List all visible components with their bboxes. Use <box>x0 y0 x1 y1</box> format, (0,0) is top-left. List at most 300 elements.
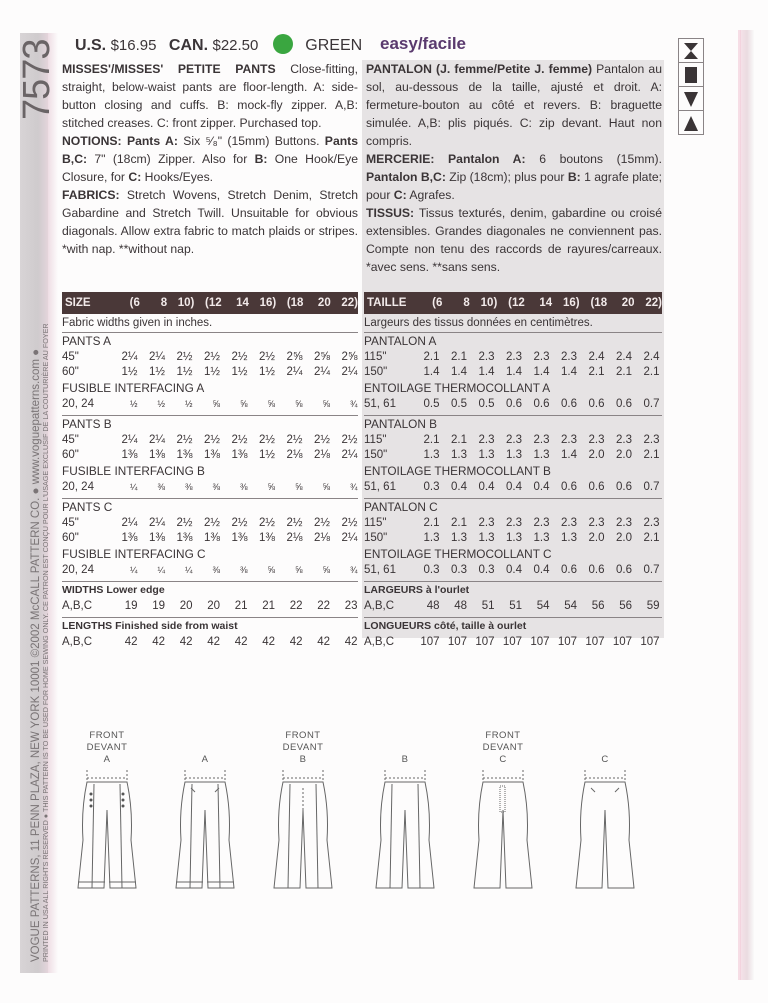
row-value: 2.1 <box>451 517 467 529</box>
row-label: 51, 61 <box>364 564 396 576</box>
row-value: 1⅜ <box>204 532 220 544</box>
row-value: 42 <box>207 636 220 648</box>
section-title: PANTS B <box>62 417 112 431</box>
table-row <box>364 448 662 463</box>
table-row <box>364 563 662 578</box>
row-value: 20 <box>207 600 220 612</box>
row-value: ¾ <box>349 565 358 575</box>
row-value: 21 <box>234 600 248 612</box>
row-value: 0.6 <box>561 481 577 493</box>
size-header-cell: 16) <box>563 297 580 309</box>
row-value: 0.3 <box>423 481 440 493</box>
row-value: 1.3 <box>533 532 550 544</box>
section-title: FUSIBLE INTERFACING C <box>62 547 206 561</box>
size-header-cell: 22) <box>341 297 358 309</box>
row-value: 1.3 <box>451 532 467 544</box>
row-value: 2½ <box>204 351 220 363</box>
size-header-row <box>62 292 358 314</box>
row-value: 0.3 <box>478 564 495 576</box>
lengths-title: LENGTHS Finished side from waist <box>62 620 238 632</box>
size-header-cell: 8 <box>160 297 168 309</box>
row-value: ⅝ <box>239 399 248 409</box>
row-value: 2⅛ <box>286 449 303 461</box>
row-value: ⅝ <box>294 482 303 492</box>
row-value: 2.3 <box>643 517 660 529</box>
row-value: 0.6 <box>588 481 605 493</box>
row-value: 2½ <box>314 434 330 446</box>
row-value: 2.3 <box>561 351 577 363</box>
row-label: A,B,C <box>62 600 93 612</box>
row-value: 51 <box>509 600 522 612</box>
row-value: 2.3 <box>588 434 605 446</box>
pants-illustration <box>370 770 440 894</box>
row-value: 2.0 <box>588 532 605 544</box>
row-value: 0.6 <box>616 481 632 493</box>
can-price: $22.50 <box>212 37 259 54</box>
section-title: FUSIBLE INTERFACING A <box>62 381 205 395</box>
figure-view-letter: A <box>201 754 209 765</box>
row-value: 2.1 <box>451 434 467 446</box>
row-value: 48 <box>426 600 440 612</box>
row-value: 1½ <box>259 449 275 461</box>
publisher-line: VOGUE PATTERNS, 11 PENN PLAZA, NEW YORK 10001 ©2002 McCALL PATTERN CO. ● www.voguepatterns.com ● <box>30 348 42 962</box>
size-header-cell: 10) <box>177 297 195 309</box>
row-value: ⅝ <box>267 399 275 409</box>
row-value: 42 <box>344 636 358 648</box>
row-label: 20, 24 <box>62 481 94 493</box>
row-value: 1½ <box>176 366 193 378</box>
row-value: 0.5 <box>423 398 440 410</box>
row-value: 2.3 <box>588 517 605 529</box>
row-value: 42 <box>234 636 248 648</box>
row-value: 1.4 <box>451 366 467 378</box>
row-value: 56 <box>619 600 632 612</box>
table-row <box>364 531 662 546</box>
row-value: 2¼ <box>314 366 330 378</box>
yardage-table-french <box>364 292 662 650</box>
figure-c-front <box>468 730 538 894</box>
row-value: 2⅝ <box>286 351 303 363</box>
row-value: 2.1 <box>643 449 660 461</box>
row-value: 2¼ <box>341 366 358 378</box>
row-value: 1.3 <box>533 449 550 461</box>
section-title: PANTS A <box>62 334 111 348</box>
row-value: 2¼ <box>121 351 138 363</box>
row-value: 1.4 <box>478 366 495 378</box>
table-row <box>62 516 358 531</box>
row-value: ⅜ <box>239 565 248 575</box>
row-value: 1⅜ <box>259 532 275 544</box>
table-row <box>62 350 358 365</box>
row-value: 1⅜ <box>121 532 138 544</box>
row-value: 0.6 <box>561 398 577 410</box>
size-header-cell: 14 <box>236 297 249 309</box>
figure-b-front <box>268 730 338 894</box>
row-value: ⅝ <box>267 565 275 575</box>
row-value: 0.3 <box>451 564 467 576</box>
row-value: 0.6 <box>588 398 605 410</box>
row-value: 0.4 <box>533 564 550 576</box>
row-value: 2½ <box>204 434 220 446</box>
row-label: 115" <box>364 351 387 363</box>
row-value: 2.1 <box>451 351 467 363</box>
yardage-table-english <box>62 292 358 650</box>
row-value: 2.1 <box>423 351 440 363</box>
fabrics-paragraph: FABRICS: Stretch Wovens, Stretch Denim, Stretch Gabardine and Stretch Twill. Unsuitable for obvious diagonals. Allow extra fabric to match plaids or stripes. *with nap. **without nap. <box>62 188 358 256</box>
us-label: U.S. <box>75 37 107 54</box>
row-value: 2½ <box>231 517 248 529</box>
row-value: 20 <box>179 600 193 612</box>
figure-label-front: FRONT <box>485 730 521 741</box>
row-value: 1⅜ <box>176 449 193 461</box>
figure-label-front: FRONT <box>285 730 321 741</box>
row-value: 0.4 <box>506 564 522 576</box>
row-value: 2½ <box>341 517 358 529</box>
description-paragraph: MISSES'/MISSES' PETITE PANTS Close-fitting, straight, below-waist pants are floor-length. A: side-button closing and cuffs. B: mock-fly zipper. A,B: stitched creases. C: front zipper. Purchased top. <box>62 62 358 130</box>
row-value: ¼ <box>184 565 193 575</box>
row-value: 19 <box>152 600 165 612</box>
row-value: 42 <box>124 636 138 648</box>
fabric-width-note: Fabric widths given in inches. <box>62 314 358 333</box>
row-value: 0.6 <box>561 564 577 576</box>
square-icon <box>679 63 703 87</box>
row-value: 0.6 <box>506 398 522 410</box>
row-value: 1.3 <box>451 449 467 461</box>
size-header-cell: (12 <box>205 297 222 309</box>
row-value: ⅝ <box>267 482 275 492</box>
row-value: 42 <box>289 636 303 648</box>
row-value: ¼ <box>129 482 138 492</box>
row-label: 20, 24 <box>62 564 94 576</box>
row-value: 2¼ <box>341 532 358 544</box>
lengths-row <box>364 635 662 650</box>
row-value: 107 <box>475 636 495 648</box>
size-header-cell: (18 <box>286 297 304 309</box>
figure-label-devant: DEVANT <box>282 742 324 753</box>
figure-label-devant: DEVANT <box>482 742 524 753</box>
pants-illustration <box>570 770 640 894</box>
row-value: ¾ <box>349 399 358 409</box>
row-value: 2½ <box>176 434 193 446</box>
row-value: 107 <box>502 636 522 648</box>
row-value: 42 <box>262 636 275 648</box>
row-label: 45" <box>62 434 79 446</box>
row-value: 107 <box>530 636 550 648</box>
table-row <box>364 433 662 448</box>
notions-paragraph-fr: MERCERIE: Pantalon A: 6 boutons (15mm). Pantalon B,C: Zip (18cm); plus pour B: 1 agrafe plate; pour C: Agrafes. <box>366 152 663 202</box>
figure-b-back <box>370 730 440 894</box>
row-label: 45" <box>62 517 79 529</box>
row-value: 2.3 <box>533 434 550 446</box>
row-value: 2½ <box>259 517 275 529</box>
size-header-row <box>364 292 662 314</box>
row-value: 107 <box>420 636 440 648</box>
row-value: 1.3 <box>478 449 495 461</box>
size-header-cell: 10) <box>480 297 498 309</box>
row-value: ⅜ <box>239 482 248 492</box>
row-value: 2½ <box>286 517 303 529</box>
row-value: 2.4 <box>616 351 632 363</box>
row-value: 2.1 <box>643 532 660 544</box>
row-value: 2.3 <box>533 517 550 529</box>
us-price: $16.95 <box>110 37 157 54</box>
notch-markers <box>678 38 704 135</box>
row-value: ½ <box>184 399 193 409</box>
table-row <box>62 448 358 463</box>
row-value: ½ <box>129 399 138 409</box>
lengths-title: LONGUEURS côté, taille à ourlet <box>364 620 527 632</box>
right-edge-line <box>738 30 741 980</box>
lengths-row <box>62 635 358 650</box>
widths-title: LARGEURS à l'ourlet <box>364 584 470 596</box>
row-value: 0.4 <box>478 481 495 493</box>
row-value: 0.5 <box>478 398 495 410</box>
row-label: 60" <box>62 366 79 378</box>
row-label: 150" <box>364 366 388 378</box>
row-value: ⅜ <box>157 482 165 492</box>
section-title: PANTALON A <box>364 334 437 348</box>
row-value: 2½ <box>231 351 248 363</box>
row-value: 107 <box>640 636 660 648</box>
figure-view-letter: B <box>299 754 307 765</box>
row-value: ⅝ <box>294 565 303 575</box>
section-title: ENTOILAGE THERMOCOLLANT B <box>364 464 551 478</box>
row-value: 2¼ <box>341 449 358 461</box>
row-value: 2.3 <box>561 434 577 446</box>
row-value: 2¼ <box>121 517 138 529</box>
row-value: 2.3 <box>506 351 522 363</box>
row-value: 2½ <box>204 517 220 529</box>
color-dot-icon <box>273 34 293 54</box>
figure-view-letter: C <box>499 754 507 765</box>
size-header-cell: 22) <box>645 297 662 309</box>
row-value: 2½ <box>259 434 275 446</box>
down-triangle-icon <box>679 87 703 111</box>
row-value: 1½ <box>149 366 165 378</box>
row-value: 2.1 <box>643 366 660 378</box>
right-edge-strip <box>740 30 754 980</box>
row-value: 107 <box>557 636 577 648</box>
section-title: ENTOILAGE THERMOCOLLANT A <box>364 381 551 395</box>
copyright-line: PRINTED IN USA ALL RIGHTS RESERVED ● THIS PATTERN IS TO BE USED FOR HOME SEWING ONLY. CE PATRON EST CONÇU POUR L'USAGE EXCLUSIF DE LA COUTURIÈRE AU FOYER <box>41 323 50 962</box>
figure-c-back <box>570 730 640 894</box>
row-value: 2.4 <box>643 351 660 363</box>
row-value: 19 <box>124 600 138 612</box>
row-value: 48 <box>454 600 467 612</box>
row-value: 1½ <box>121 366 138 378</box>
widths-row <box>62 599 358 614</box>
row-label: 20, 24 <box>62 398 94 410</box>
row-value: 2⅛ <box>314 449 330 461</box>
row-value: ¼ <box>129 565 138 575</box>
notions-paragraph: NOTIONS: Pants A: Six ⁵⁄₈" (15mm) Buttons. Pants B,C: 7" (18cm) Zipper. Also for B: One Hook/Eye Closure, for C: Hooks/Eyes. <box>62 134 359 184</box>
row-value: 0.7 <box>643 398 660 410</box>
row-value: 2.0 <box>616 449 632 461</box>
row-value: ⅝ <box>212 399 220 409</box>
size-header-cell: (18 <box>590 297 608 309</box>
row-value: 0.7 <box>643 481 660 493</box>
row-value: 1½ <box>204 366 220 378</box>
row-label: 150" <box>364 449 388 461</box>
size-header-cell: 8 <box>463 297 470 309</box>
row-value: 2½ <box>176 351 193 363</box>
row-value: 1.3 <box>506 532 522 544</box>
row-value: 54 <box>536 600 550 612</box>
row-value: 107 <box>447 636 467 648</box>
row-value: 42 <box>179 636 193 648</box>
table-row <box>62 480 358 495</box>
table-row <box>364 516 662 531</box>
row-label: 51, 61 <box>364 398 396 410</box>
pants-illustration <box>268 770 338 894</box>
size-header-cell: 20 <box>317 297 331 309</box>
row-value: 1½ <box>231 366 248 378</box>
table-row <box>364 350 662 365</box>
row-label: 150" <box>364 532 388 544</box>
figure-label-devant: DEVANT <box>86 742 128 753</box>
row-value: 1⅜ <box>149 532 165 544</box>
row-value: 2½ <box>341 434 358 446</box>
size-header-label: SIZE <box>65 297 91 309</box>
row-value: 2.3 <box>478 434 495 446</box>
pants-illustration <box>72 770 142 894</box>
up-triangle-icon <box>679 111 703 134</box>
fabric-width-note: Largeurs des tissus données en centimètres. <box>364 314 662 333</box>
row-value: 2.3 <box>616 517 632 529</box>
row-value: 2¼ <box>121 434 138 446</box>
row-value: 2¼ <box>149 517 165 529</box>
figure-view-letter: B <box>401 754 409 765</box>
row-label: 60" <box>62 449 79 461</box>
row-value: 0.4 <box>506 481 522 493</box>
row-value: 2⅝ <box>341 351 358 363</box>
can-label: CAN. <box>168 37 209 54</box>
size-header-cell: (6 <box>129 297 140 309</box>
row-value: 42 <box>152 636 165 648</box>
row-value: 2.3 <box>506 517 522 529</box>
row-value: 2.1 <box>423 434 440 446</box>
row-value: 42 <box>317 636 330 648</box>
row-label: A,B,C <box>364 636 395 648</box>
row-label: 45" <box>62 351 79 363</box>
english-description <box>62 60 358 258</box>
row-value: ⅜ <box>212 482 220 492</box>
row-value: 22 <box>317 600 330 612</box>
row-value: 2.1 <box>616 366 632 378</box>
row-value: 1.3 <box>423 532 440 544</box>
section-title: ENTOILAGE THERMOCOLLANT C <box>364 547 552 561</box>
widths-title: WIDTHS Lower edge <box>62 584 165 596</box>
row-value: 2⅛ <box>314 532 330 544</box>
row-value: 1.3 <box>506 449 522 461</box>
row-value: ⅝ <box>322 565 330 575</box>
row-value: ½ <box>157 399 165 409</box>
table-row <box>62 397 358 412</box>
row-value: 1⅜ <box>231 449 248 461</box>
row-value: 1.4 <box>561 449 577 461</box>
row-value: 59 <box>646 600 660 612</box>
table-row <box>62 365 358 380</box>
section-title: PANTS C <box>62 500 113 514</box>
row-value: 54 <box>564 600 577 612</box>
row-label: 51, 61 <box>364 481 396 493</box>
row-value: 1⅜ <box>121 449 138 461</box>
row-value: 1.4 <box>533 366 550 378</box>
row-value: 51 <box>481 600 495 612</box>
pattern-number: 7573 <box>16 39 58 120</box>
row-value: 2.3 <box>506 434 522 446</box>
table-row <box>62 433 358 448</box>
size-header-cell: (6 <box>432 297 443 309</box>
table-row <box>62 563 358 578</box>
row-value: 2.0 <box>616 532 632 544</box>
row-value: 0.4 <box>451 481 467 493</box>
row-value: ⅜ <box>212 565 220 575</box>
row-value: 0.6 <box>588 564 605 576</box>
row-value: 0.6 <box>533 398 550 410</box>
row-value: 107 <box>585 636 605 648</box>
row-value: ¼ <box>157 565 165 575</box>
row-value: 1.4 <box>561 366 577 378</box>
row-value: 1⅜ <box>204 449 220 461</box>
table-row <box>62 531 358 546</box>
row-value: 56 <box>591 600 605 612</box>
row-label: 115" <box>364 434 387 446</box>
size-header-label: TAILLE <box>367 297 407 309</box>
row-value: 2⅝ <box>314 351 330 363</box>
row-value: 1.3 <box>478 532 495 544</box>
row-value: ¾ <box>349 482 358 492</box>
row-value: 0.3 <box>423 564 440 576</box>
row-value: ⅝ <box>322 399 330 409</box>
row-value: 2.3 <box>561 517 577 529</box>
row-label: A,B,C <box>364 600 395 612</box>
widths-row <box>364 599 662 614</box>
row-value: ⅝ <box>294 399 303 409</box>
row-value: 2.3 <box>616 434 632 446</box>
row-value: 21 <box>262 600 275 612</box>
row-value: 1.4 <box>423 366 440 378</box>
hourglass-icon <box>679 39 703 63</box>
row-value: 2.3 <box>478 351 495 363</box>
row-value: 1⅜ <box>149 449 165 461</box>
description-paragraph-fr: PANTALON (J. femme/Petite J. femme) Pantalon au sol, au-dessous de la taille, ajusté et droit. A: fermeture-bouton au côté et revers. B: braguette simulée. A,B: plis piqués. C: zip devant. Haut non compris. <box>366 62 662 148</box>
pants-illustration <box>170 770 240 894</box>
difficulty-label: easy/facile <box>380 34 467 53</box>
row-value: 2¼ <box>149 434 165 446</box>
row-value: ⅜ <box>184 482 193 492</box>
row-value: 0.6 <box>616 398 632 410</box>
row-value: 2.3 <box>478 517 495 529</box>
row-value: 2⅛ <box>286 532 303 544</box>
row-value: 2¼ <box>286 366 303 378</box>
size-header-cell: 20 <box>621 297 635 309</box>
row-label: 115" <box>364 517 387 529</box>
row-value: 2.1 <box>423 517 440 529</box>
row-value: 2½ <box>176 517 193 529</box>
section-title: PANTALON B <box>364 417 437 431</box>
row-value: 0.5 <box>451 398 467 410</box>
row-value: 2¼ <box>149 351 165 363</box>
figure-a-front <box>72 730 142 894</box>
row-value: 107 <box>612 636 632 648</box>
row-value: 2.3 <box>643 434 660 446</box>
row-value: 1⅜ <box>231 532 248 544</box>
row-value: 0.4 <box>533 481 550 493</box>
row-value: 2.4 <box>588 351 605 363</box>
figure-view-letter: C <box>601 754 609 765</box>
row-label: A,B,C <box>62 636 93 648</box>
